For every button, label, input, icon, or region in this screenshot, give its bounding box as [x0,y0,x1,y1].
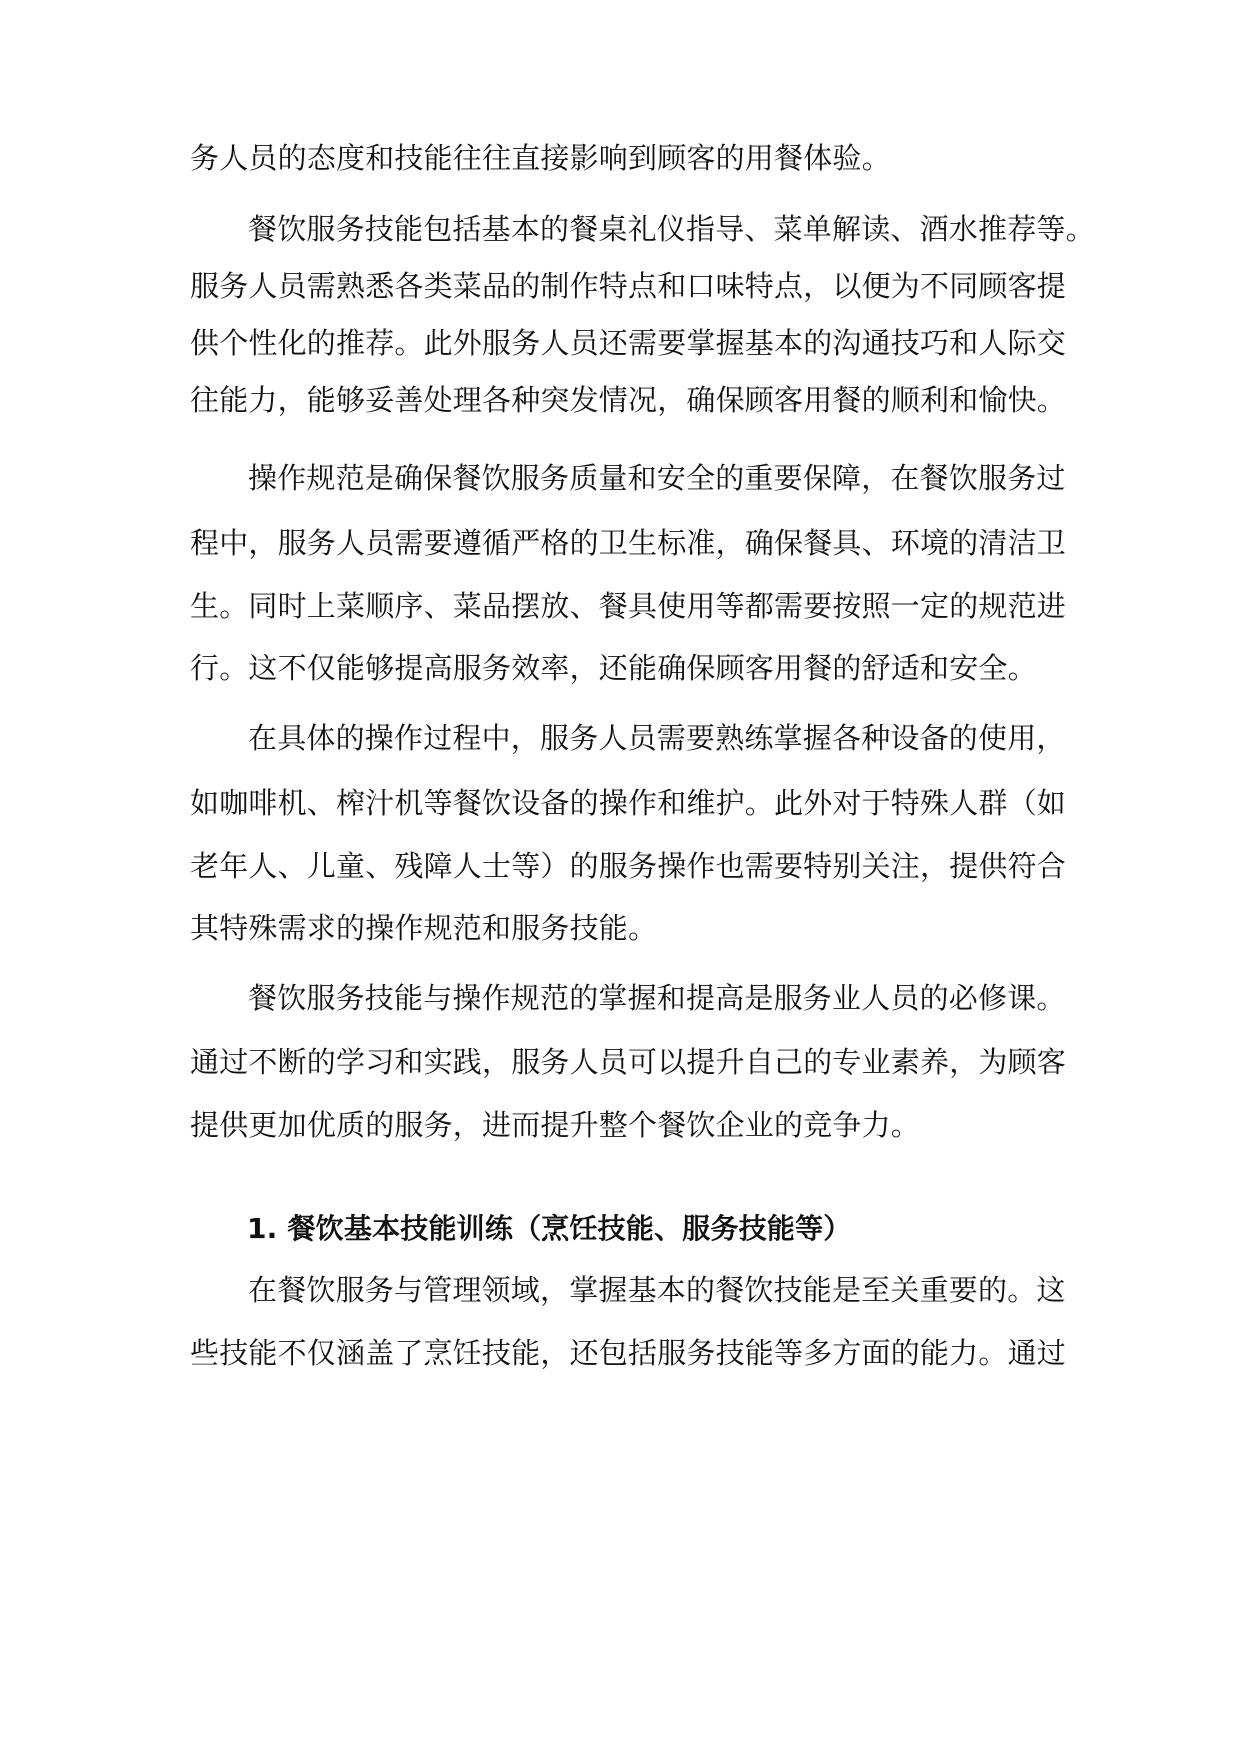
paragraph-line: 些技能不仅涵盖了烹饪技能，还包括服务技能等多方面的能力。通过 [190,1336,1067,1370]
paragraph-line: 通过不断的学习和实践，服务人员可以提升自己的专业素养，为顾客 [190,1045,1067,1079]
paragraph-line: 行。这不仅能够提高服务效率，还能确保顾客用餐的舒适和安全。 [190,651,1037,685]
paragraph-line: 服务人员需熟悉各类菜品的制作特点和口味特点，以便为不同顾客提 [190,269,1067,303]
paragraph-line: 老年人、儿童、残障人士等）的服务操作也需要特别关注，提供符合 [190,849,1067,883]
paragraph-line: 如咖啡机、榨汁机等餐饮设备的操作和维护。此外对于特殊人群（如 [190,786,1067,820]
paragraph-line: 务人员的态度和技能往往直接影响到顾客的用餐体验。 [190,141,891,175]
paragraph-line: 其特殊需求的操作规范和服务技能。 [190,911,658,945]
paragraph-line: 操作规范是确保餐饮服务质量和安全的重要保障，在餐饮服务过 [248,461,1066,495]
section-heading: 1. 餐饮基本技能训练（烹饪技能、服务技能等） [247,1212,852,1245]
paragraph-line: 在餐饮服务与管理领域，掌握基本的餐饮技能是至关重要的。这 [248,1273,1066,1307]
paragraph-line: 往能力，能够妥善处理各种突发情况，确保顾客用餐的顺利和愉快。 [190,383,1067,417]
paragraph-line: 程中，服务人员需要遵循严格的卫生标准，确保餐具、环境的清洁卫 [190,526,1067,560]
paragraph-line: 供个性化的推荐。此外服务人员还需要掌握基本的沟通技巧和人际交 [190,326,1067,360]
paragraph-line: 生。同时上菜顺序、菜品摆放、餐具使用等都需要按照一定的规范进 [190,589,1067,623]
paragraph-line: 在具体的操作过程中，服务人员需要熟练掌握各种设备的使用， [248,721,1066,755]
paragraph-line: 提供更加优质的服务，进而提升整个餐饮企业的竞争力。 [190,1108,921,1142]
paragraph-line: 餐饮服务技能包括基本的餐桌礼仪指导、菜单解读、酒水推荐等。 [248,212,1095,246]
paragraph-line: 餐饮服务技能与操作规范的掌握和提高是服务业人员的必修课。 [248,981,1066,1015]
